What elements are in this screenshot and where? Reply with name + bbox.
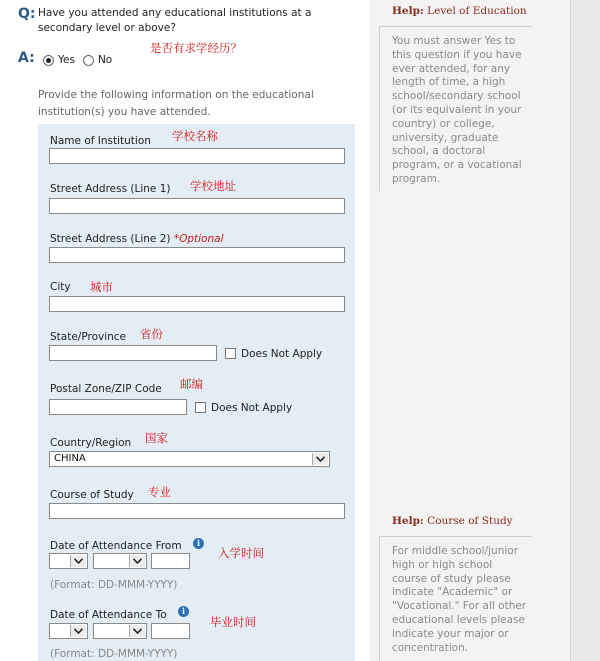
date-from-month-select[interactable] (93, 553, 147, 569)
help-course-title (392, 515, 513, 527)
date-to-day-select[interactable] (49, 623, 88, 639)
help-sidebar-rule (379, 26, 380, 191)
answer-radio-group (43, 54, 120, 66)
right-edge (570, 0, 600, 661)
date-to-month-select[interactable] (93, 623, 147, 639)
annotation-institution: 学校名称 (172, 129, 218, 143)
course-label: Course of Study (50, 489, 134, 501)
course-input[interactable] (49, 503, 345, 519)
date-from-label: Date of Attendance From (50, 540, 182, 552)
postal-does-not-apply-checkbox[interactable] (195, 402, 206, 413)
info-icon[interactable]: i (193, 538, 204, 549)
answer-label: A: (18, 50, 35, 66)
info-icon[interactable]: i (178, 606, 189, 617)
help-divider (379, 26, 532, 27)
city-label: City (50, 281, 71, 293)
annotation-date-to: 毕业时间 (210, 615, 256, 629)
question-label: Q: (18, 6, 36, 22)
annotation-postal: 邮编 (180, 377, 203, 391)
date-from-year-input[interactable] (151, 553, 190, 569)
yes-radio[interactable] (43, 55, 54, 66)
postal-label: Postal Zone/ZIP Code (50, 383, 162, 395)
postal-does-not-apply-label[interactable]: Does Not Apply (211, 402, 293, 414)
chevron-down-icon[interactable] (70, 555, 86, 567)
date-to-year-input[interactable] (151, 623, 190, 639)
street2-input[interactable] (49, 247, 345, 263)
chevron-down-icon[interactable] (70, 625, 86, 637)
annotation-date-from: 入学时间 (218, 546, 264, 560)
institution-label: Name of Institution (50, 135, 151, 147)
state-does-not-apply-label[interactable]: Does Not Apply (241, 348, 323, 360)
annotation-street1: 学校地址 (190, 179, 236, 193)
help-education-title (392, 5, 527, 17)
help-prefix: Help: (392, 515, 424, 527)
date-from-day-select[interactable] (49, 553, 88, 569)
help-sidebar-rule (379, 536, 380, 661)
street2-label-text: Street Address (Line 2) (50, 233, 171, 245)
country-select[interactable] (49, 451, 330, 467)
state-label: State/Province (50, 331, 127, 343)
chevron-down-icon[interactable] (129, 555, 145, 567)
country-label: Country/Region (50, 437, 132, 449)
street1-label: Street Address (Line 1) (50, 183, 171, 195)
no-radio[interactable] (83, 55, 94, 66)
help-prefix: Help: (392, 5, 424, 17)
date-from-format-hint: (Format: DD-MMM-YYYY) (50, 579, 178, 591)
city-input[interactable] (49, 296, 345, 312)
annotation-education-history: 是否有求学经历？ (150, 41, 242, 55)
intro-text: Provide the following information on the educational institution(s) you have attended. (38, 89, 314, 118)
state-input[interactable] (49, 345, 217, 361)
postal-input[interactable] (49, 399, 187, 415)
chevron-down-icon[interactable] (312, 453, 328, 465)
street2-label (50, 233, 224, 245)
help-divider (379, 536, 532, 537)
state-does-not-apply-checkbox[interactable] (225, 348, 236, 359)
yes-radio-label[interactable]: Yes (58, 54, 75, 66)
annotation-country: 国家 (145, 431, 168, 445)
annotation-city: 城市 (90, 280, 113, 294)
country-select-value: CHINA (54, 453, 86, 464)
help-education-heading: Level of Education (427, 5, 527, 17)
institution-input[interactable] (49, 148, 345, 164)
annotation-course: 专业 (148, 485, 171, 499)
chevron-down-icon[interactable] (129, 625, 145, 637)
no-radio-label[interactable]: No (97, 54, 113, 66)
help-course-text: For middle school/junior high or high school course of study please indicate "Academic" or "Vocational." For all other educational levels please indicate your major or concentration. (392, 545, 527, 654)
date-to-format-hint: (Format: DD-MMM-YYYY) (50, 648, 178, 660)
help-course-heading: Course of Study (427, 515, 513, 527)
help-education-text: You must answer Yes to this question if you have ever attended, for any length of time, a high school/secondary school (or its equivalent in your country) or college, university, graduate school, a doctoral program, or a vocational program. (392, 35, 522, 185)
question-text: Have you attended any educational institutions at a secondary level or above? (38, 7, 312, 34)
annotation-state: 省份 (140, 327, 163, 341)
date-to-label: Date of Attendance To (50, 609, 167, 621)
street1-input[interactable] (49, 198, 345, 214)
optional-marker: *Optional (173, 233, 224, 245)
